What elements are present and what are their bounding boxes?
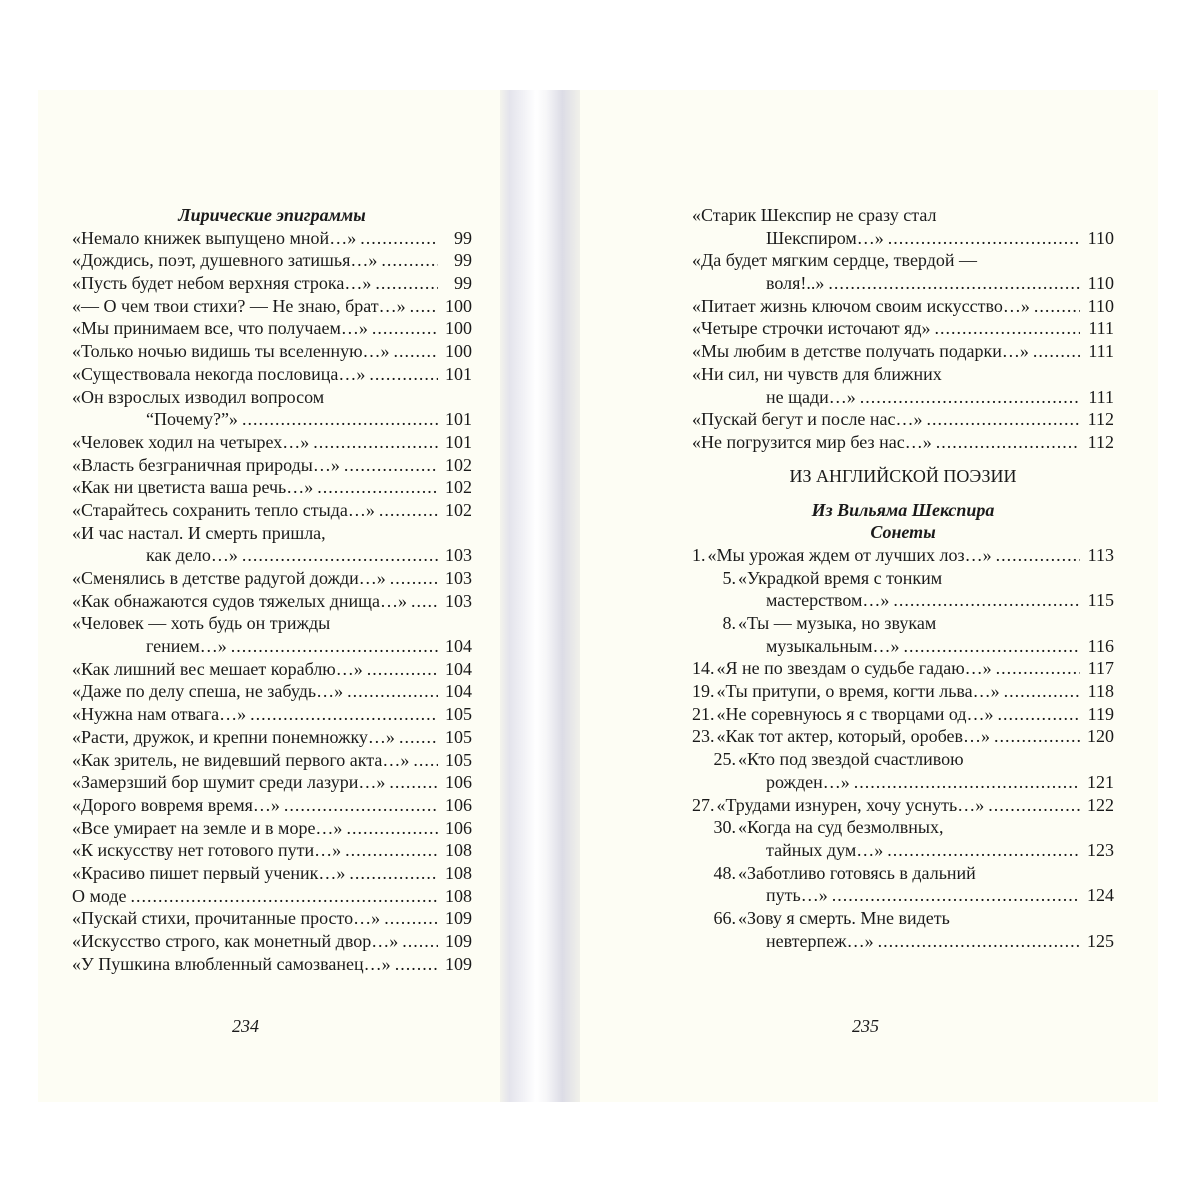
toc-entry: [72, 272, 472, 295]
toc-entry-title: «Красиво пишет первый ученик…»: [72, 862, 346, 883]
dot-leader: [984, 794, 1080, 817]
sonnet-number: 25.: [713, 749, 736, 770]
toc-page-number: 125: [1087, 930, 1114, 951]
toc-page-number: 100: [445, 341, 472, 362]
toc-page-number: 101: [445, 409, 472, 430]
toc-page-number: 102: [445, 454, 472, 475]
toc-entry-continuation: как дело…»: [146, 545, 238, 566]
toc-entry-line: [692, 862, 1114, 885]
dot-leader: [380, 907, 438, 930]
toc-entry: [72, 885, 472, 908]
dot-leader: [345, 862, 438, 885]
toc-entry: [72, 680, 472, 703]
toc-entry-title: «Не соревнуюсь я с творцами од…»: [716, 703, 994, 724]
toc-entry-title: «Украдкой время с тонким: [738, 567, 943, 588]
toc-page-number: 108: [445, 885, 472, 906]
dot-leader: [856, 386, 1080, 409]
dot-leader: [371, 272, 438, 295]
toc-page-number: 109: [445, 953, 472, 974]
toc-entry-title: «Дождись, поэт, душевного затишья…»: [72, 250, 378, 271]
toc-entry-line: [72, 522, 472, 545]
toc-page-number: 106: [445, 817, 472, 838]
toc-entry-title: «И час настал. И смерть пришла,: [72, 522, 326, 543]
toc-entry-title: «Трудами изнурен, хочу уснуть…»: [716, 794, 985, 815]
dot-leader: [363, 658, 438, 681]
toc-page-number: 102: [445, 499, 472, 520]
dot-leader: [227, 635, 438, 658]
toc-entry-line: [692, 816, 1114, 839]
toc-entry: [72, 363, 472, 386]
toc-entry-title: «Существовала некогда пословица…»: [72, 363, 366, 384]
toc-page-number: 116: [1087, 635, 1114, 656]
toc-entry-title: «Питает жизнь ключом своим искусство…»: [692, 295, 1030, 316]
toc-entry: [72, 839, 472, 862]
dot-leader: [900, 635, 1080, 658]
toc-page-number: 104: [445, 658, 472, 679]
toc-entry-continuation: Шекспиром…»: [766, 227, 884, 248]
toc-entry-title: «Как тот актер, который, оробев…»: [716, 726, 990, 747]
dot-leader: [391, 953, 438, 976]
toc-page-number: 106: [445, 794, 472, 815]
toc-entry: [72, 590, 472, 613]
toc-page-number: 112: [1087, 431, 1114, 452]
toc-entry-title: «Пускай бегут и после нас…»: [692, 409, 923, 430]
dot-leader: [1029, 340, 1080, 363]
toc-entry: [692, 771, 1114, 794]
toc-page-number: 112: [1087, 409, 1114, 430]
toc-page-number: 103: [445, 568, 472, 588]
toc-entry: [692, 794, 1114, 817]
toc-entry-title: «Дорого вовремя время…»: [72, 794, 280, 815]
toc-entry: [692, 340, 1114, 363]
toc-entry: [72, 635, 472, 658]
toc-entry-title: «Зову я смерть. Мне видеть: [738, 907, 950, 928]
toc-entry-title: «Мы любим в детстве получать подарки…»: [692, 341, 1029, 362]
dot-leader: [313, 476, 438, 499]
toc-entry-title: «— О чем твои стихи? — Не знаю, брат…»: [72, 295, 406, 316]
toc-page-number: 104: [445, 681, 472, 702]
toc-entry-title: «Заботливо готовясь в дальний: [738, 862, 976, 883]
toc-page-number: 110: [1087, 295, 1114, 316]
toc-page-number: 101: [445, 363, 472, 384]
toc-page-number: 104: [445, 636, 472, 657]
toc-page-number: 111: [1088, 341, 1114, 362]
dot-leader: [356, 227, 438, 250]
toc-entry-line: [692, 612, 1114, 635]
toc-entry: [72, 817, 472, 840]
dot-leader: [889, 589, 1080, 612]
toc-entry-title: «Даже по делу спеша, не забудь…»: [72, 681, 344, 702]
toc-entry: [72, 249, 472, 272]
dot-leader: [368, 317, 438, 340]
toc-entry-line: [692, 748, 1114, 771]
sonnet-number: 48.: [713, 862, 736, 883]
toc-entry-continuation: воля!..»: [766, 273, 825, 294]
toc-entry-continuation: путь…»: [766, 885, 828, 906]
toc-entry-title: «Как ни цветиста ваша речь…»: [72, 477, 314, 498]
sonnet-number: 21.: [692, 703, 715, 724]
toc-entry-title: «Ты — музыка, но звукам: [738, 613, 937, 633]
toc-entry: [692, 295, 1114, 318]
dot-leader: [923, 408, 1080, 431]
toc-page-number: 120: [1087, 726, 1114, 747]
toc-page-number: 103: [445, 590, 472, 611]
toc-page-number: 110: [1087, 227, 1114, 248]
book-gutter: [500, 90, 580, 1102]
toc-entry-line: [692, 363, 1114, 386]
dot-leader: [409, 749, 438, 772]
toc-entry-title: «Человек ходил на четырех…»: [72, 431, 310, 452]
page-number-right: 235: [852, 1016, 879, 1036]
toc-page-number: 109: [445, 931, 472, 951]
toc-entry: [72, 544, 472, 567]
toc-page-number: 100: [445, 318, 472, 339]
dot-leader: [365, 363, 438, 386]
dot-leader: [340, 454, 438, 477]
dot-leader: [377, 249, 438, 272]
toc-entry-title: «Я не по звездам о судьбе гадаю…»: [716, 658, 992, 679]
dot-leader: [238, 408, 438, 431]
dot-leader: [341, 839, 438, 862]
dot-leader: [385, 771, 438, 794]
toc-entry-continuation: не щади…»: [766, 386, 856, 407]
toc-entry: [72, 862, 472, 885]
page-number-left: 234: [232, 1016, 259, 1036]
section-heading: Лирические эпиграммы: [178, 205, 366, 225]
toc-entry-title: «Немало книжек выпущено мной…»: [72, 227, 357, 248]
sonnet-number: 23.: [692, 726, 715, 747]
toc-entry: [72, 930, 472, 953]
dot-leader: [407, 590, 438, 613]
toc-entry: [692, 544, 1114, 567]
toc-page-number: 101: [445, 431, 472, 452]
toc-entry: [692, 839, 1114, 862]
toc-entry-title: «Он взрослых изводил вопросом: [72, 386, 325, 407]
toc-entry: [692, 227, 1114, 250]
toc-entry-title: «Как зритель, не видевший первого акта…»: [72, 749, 410, 770]
toc-entry-title: «К искусству нет готового пути…»: [72, 840, 342, 861]
toc-entry: [692, 930, 1114, 953]
dot-leader: [990, 725, 1080, 748]
toc-page-number: 99: [454, 227, 472, 248]
dot-leader: [309, 431, 438, 454]
dot-leader: [343, 680, 438, 703]
dot-leader: [390, 340, 438, 363]
toc-page-number: 123: [1087, 839, 1114, 860]
toc-entry: [692, 635, 1114, 658]
dot-leader: [850, 771, 1080, 794]
toc-entry-line: [692, 907, 1114, 930]
dot-leader: [398, 930, 438, 953]
toc-entry: [72, 749, 472, 772]
toc-page-number: 119: [1087, 703, 1114, 724]
toc-entry: [72, 408, 472, 431]
toc-page-number: 99: [454, 273, 472, 294]
toc-entry: [72, 340, 472, 363]
toc-entry: [692, 680, 1114, 703]
toc-entry-title: «Пусть будет небом верхняя строка…»: [72, 273, 372, 294]
toc-entry: [72, 794, 472, 817]
toc-entry: [72, 907, 472, 930]
toc-entry: [692, 884, 1114, 907]
toc-entry: [72, 295, 472, 318]
toc-entry-title: «У Пушкина влюбленный самозванец…»: [72, 953, 391, 974]
sonnet-number: 8.: [722, 613, 736, 633]
toc-left: [72, 204, 472, 975]
toc-entry: [692, 386, 1114, 409]
toc-page-number: 124: [1087, 885, 1114, 906]
toc-page-number: 118: [1087, 681, 1114, 702]
toc-entry: [72, 658, 472, 681]
toc-entry: [72, 771, 472, 794]
toc-entry: [72, 499, 472, 522]
dot-leader: [280, 794, 438, 817]
dot-leader: [375, 499, 438, 522]
sonnet-number: 14.: [692, 658, 715, 679]
toc-page-number: 100: [445, 295, 472, 316]
toc-page-number: 103: [445, 545, 472, 566]
toc-page-number: 108: [445, 862, 472, 883]
toc-page-number: 99: [454, 250, 472, 271]
toc-entry-continuation: мастерством…»: [766, 590, 890, 611]
toc-entry-title: «Не погрузится мир без нас…»: [692, 431, 932, 452]
section-title: ИЗ АНГЛИЙСКОЙ ПОЭЗИИ: [789, 465, 1017, 486]
toc-entry: [692, 272, 1114, 295]
toc-entry: [692, 431, 1114, 454]
toc-entry-title: «Замерзший бор шумит среди лазури…»: [72, 772, 386, 793]
subsection-heading: Сонеты: [870, 522, 936, 543]
toc-page-number: 111: [1088, 318, 1114, 339]
toc-entry: [72, 431, 472, 454]
sonnet-number: 5.: [722, 567, 736, 588]
dot-leader: [884, 227, 1080, 250]
dot-leader: [994, 703, 1080, 726]
toc-entry-title: «Пускай стихи, прочитанные просто…»: [72, 908, 381, 929]
toc-page-number: 102: [445, 477, 472, 498]
dot-leader: [127, 885, 438, 908]
toc-entry: [72, 476, 472, 499]
sonnet-number: 30.: [713, 817, 736, 838]
dot-leader: [1000, 680, 1080, 703]
toc-page-number: 105: [445, 704, 472, 725]
toc-page-number: 105: [445, 749, 472, 770]
toc-page-number: 111: [1088, 386, 1114, 407]
dot-leader: [246, 703, 438, 726]
dot-leader: [932, 431, 1080, 454]
toc-entry-continuation: невтерпеж…»: [766, 930, 874, 951]
toc-entry-title: «Кто под звездой счастливою: [738, 749, 964, 770]
dot-leader: [1030, 295, 1080, 318]
author-heading: Из Вильяма Шекспира: [811, 499, 995, 520]
dot-leader: [874, 930, 1080, 953]
toc-entry-title: «Власть безграничная природы…»: [72, 454, 340, 475]
toc-entry: [692, 657, 1114, 680]
dot-leader: [395, 726, 438, 749]
toc-entry: [72, 726, 472, 749]
toc-entry-title: «Только ночью видишь ты вселенную…»: [72, 341, 390, 362]
toc-entry-title: «Старайтесь сохранить тепло стыда…»: [72, 499, 375, 520]
dot-leader: [931, 317, 1080, 340]
toc-entry: [72, 227, 472, 250]
toc-entry-title: «Сменялись в детстве радугой дожди…»: [72, 568, 386, 588]
toc-page-number: 105: [445, 726, 472, 747]
toc-entry-line: [72, 386, 472, 409]
toc-entry-title: «Ты притупи, о время, когти льва…»: [716, 681, 1000, 702]
toc-page-number: 106: [445, 772, 472, 793]
toc-entry-title: «Человек — хоть будь он трижды: [72, 613, 331, 634]
toc-entry-title: «Как лишний вес мешает кораблю…»: [72, 658, 363, 679]
dot-leader: [824, 272, 1080, 295]
toc-entry: [692, 725, 1114, 748]
toc-entry: [692, 408, 1114, 431]
toc-page-number: 122: [1087, 794, 1114, 815]
toc-entry-title: «Расти, дружок, и крепни понемножку…»: [72, 726, 395, 747]
dot-leader: [238, 544, 438, 567]
toc-entry-title: «Все умирает на земле и в море…»: [72, 817, 343, 838]
toc-entry-line: [692, 249, 1114, 272]
toc-page-number: 121: [1087, 771, 1114, 792]
toc-page-number: 115: [1087, 590, 1114, 611]
toc-entry-title: «Мы принимаем все, что получаем…»: [72, 318, 368, 339]
toc-entry: [692, 317, 1114, 340]
toc-entry-title: «Ни сил, ни чувств для ближних: [692, 363, 942, 384]
dot-leader: [992, 544, 1080, 567]
toc-entry: [72, 454, 472, 477]
dot-leader: [406, 295, 438, 318]
toc-entry-title: О моде: [72, 885, 127, 906]
dot-leader: [883, 839, 1080, 862]
dot-leader: [342, 817, 438, 840]
toc-entry-line: [692, 204, 1114, 227]
toc-entry-title: «Искусство строго, как монетный двор…»: [72, 931, 399, 951]
sonnet-number: 66.: [713, 907, 736, 928]
sonnet-number: 19.: [692, 681, 715, 702]
toc-entry-title: «Старик Шекспир не сразу стал: [692, 205, 937, 225]
toc-entry-title: «Как обнажаются судов тяжелых днища…»: [72, 590, 407, 611]
toc-page-number: 108: [445, 840, 472, 861]
dot-leader: [992, 657, 1080, 680]
dot-leader: [386, 567, 438, 590]
toc-page-number: 113: [1087, 544, 1114, 565]
toc-entry: [72, 317, 472, 340]
toc-entry-continuation: рожден…»: [766, 771, 850, 792]
toc-entry: [72, 567, 472, 590]
sonnet-number: 27.: [692, 794, 715, 815]
toc-entry-title: «Четыре строчки источают яд»: [692, 318, 931, 339]
toc-entry-title: «Нужна нам отвага…»: [72, 704, 247, 725]
toc-entry-continuation: гением…»: [146, 636, 227, 657]
toc-entry-line: [72, 612, 472, 635]
toc-entry-title: «Да будет мягким сердце, твердой —: [692, 250, 977, 271]
sonnet-number: 1.: [692, 544, 706, 565]
toc-entry: [72, 703, 472, 726]
toc-page-number: 109: [445, 908, 472, 929]
dot-leader: [828, 884, 1080, 907]
toc-entry-continuation: музыкальным…»: [766, 635, 900, 656]
toc-entry-continuation: тайных дум…»: [766, 839, 884, 860]
toc-entry-continuation: “Почему?”»: [146, 409, 238, 430]
toc-entry-line: [692, 567, 1114, 590]
toc-entry: [72, 953, 472, 976]
toc-entry: [692, 589, 1114, 612]
toc-entry-title: «Когда на суд безмолвных,: [738, 817, 944, 838]
toc-page-number: 110: [1087, 273, 1114, 294]
toc-entry-title: «Мы урожая ждем от лучших лоз…»: [707, 544, 992, 565]
toc-page-number: 117: [1087, 658, 1114, 679]
toc-entry: [692, 703, 1114, 726]
toc-right: [692, 204, 1114, 952]
